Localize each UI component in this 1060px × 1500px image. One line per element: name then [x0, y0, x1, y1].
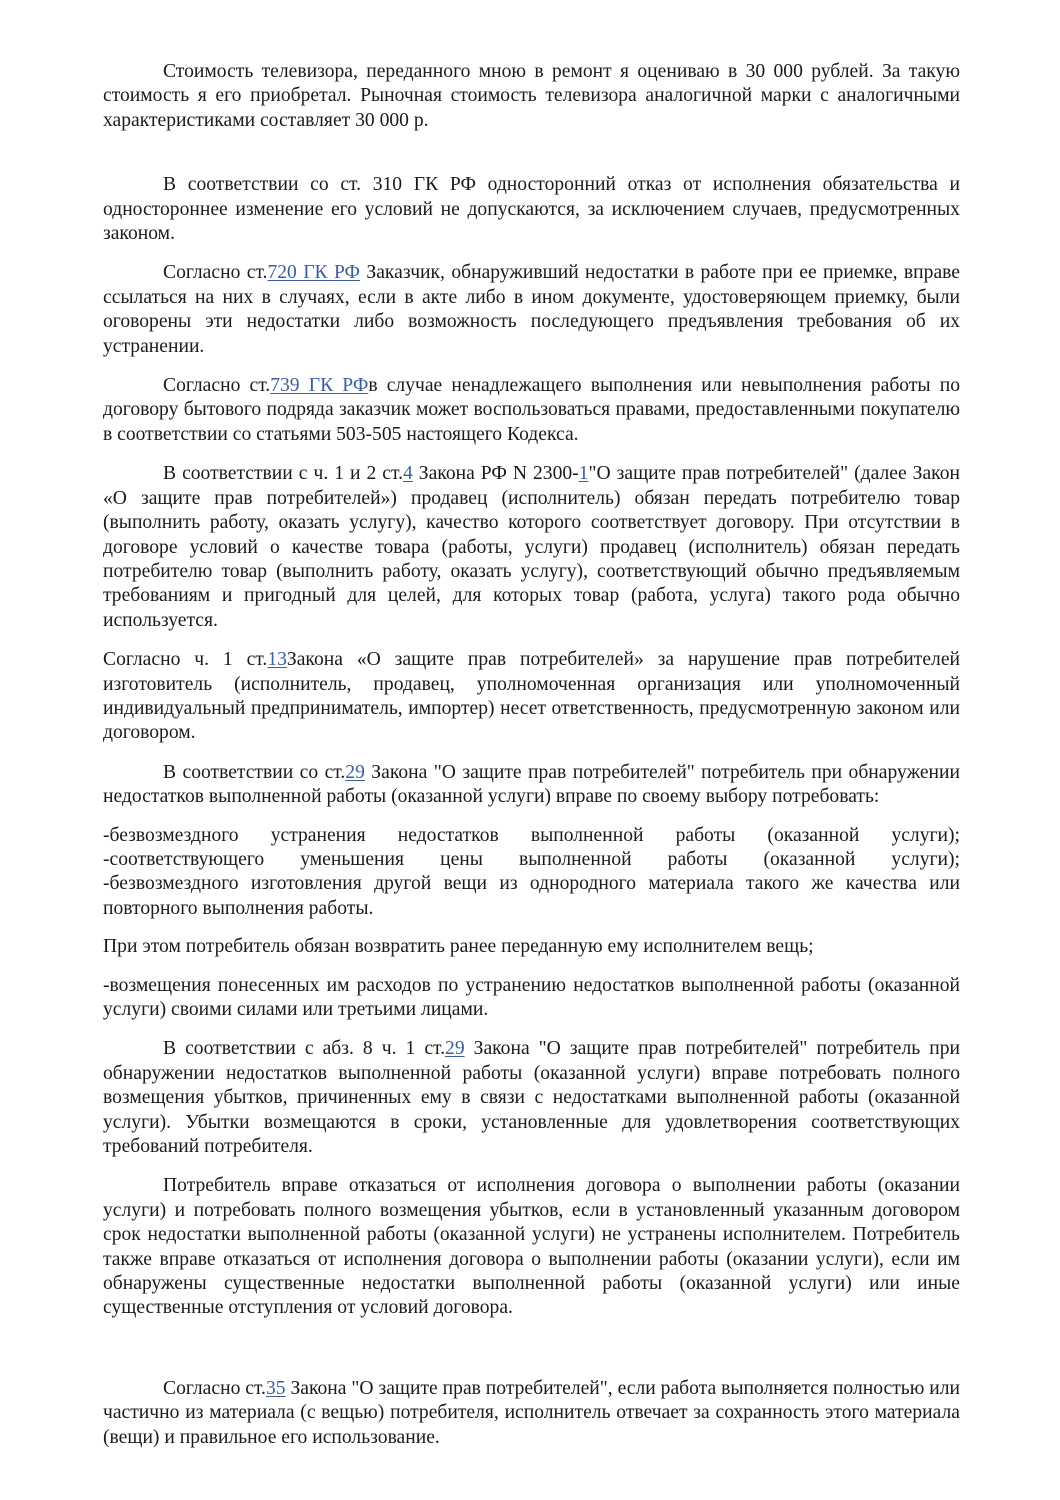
link-article-4[interactable]: 4 [402, 463, 413, 485]
list-item: -соответствующего уменьшения цены выполненной работы (оказанной услуги); [103, 848, 960, 870]
text-segment: Закона «О защите прав потребителей» за нарушение прав потребителей изготовитель (исполнитель, продавец, уполномоченная организация или уполномоченный индивидуальный предприниматель, импортер) несет ответственность, предусмотренную законом или договором. [103, 649, 961, 744]
paragraph-article-739 [103, 374, 960, 447]
paragraph-article-4 [103, 462, 960, 633]
link-law-number[interactable]: 1 [578, 463, 589, 485]
text-segment: В соответствии со ст. [163, 761, 346, 783]
text-segment: Закона "О защите прав потребителей" потребитель при обнаружении недостатков выполненной работы (оказанной услуги) вправе по своему выбору потребовать: [103, 761, 960, 808]
text-segment: В соответствии с ч. 1 и 2 ст. [163, 463, 403, 485]
text-segment: в случае ненадлежащего выполнения или невыполнения работы по договору бытового подряда заказчик может воспользоваться правами, предоставленными покупателю в соответствии со статьями 503-505 настоящего Кодекса. [103, 375, 960, 445]
paragraph-contract-refusal: Потребитель вправе отказаться от исполнения договора о выполнении работы (оказании услуги) и потребовать полного возмещения убытков, если в установленный указанным договором срок недостатки выполненной работы (оказанной услуги) не устранены исполнителем. Потребитель также вправе отказаться от исполнения договора о выполнении работы (оказании услуги), если им обнаружены существенные недостатки выполненной работы (оказанной услуги) или иные существенные отступления от условий договора. [103, 1175, 960, 1319]
paragraph-expense-compensation: -возмещения понесенных им расходов по устранению недостатков выполненной работы (оказанной услуги) своими силами или третьими лицами. [103, 974, 960, 1020]
paragraph-article-29 [103, 761, 960, 810]
paragraph-article-35 [103, 1377, 960, 1450]
text-segment: Согласно ст. [163, 1377, 266, 1399]
paragraph-article-310: В соответствии со ст. 310 ГК РФ односторонний отказ от исполнения обязательства и одностороннее изменение его условий не допускаются, за исключением случаев, предусмотренных законом. [103, 174, 960, 245]
paragraph-tv-cost: Стоимость телевизора, переданного мною в ремонт я оцениваю в 30 000 рублей. За такую стоимость я его приобретал. Рыночная стоимость телевизора аналогичной марки с аналогичными характеристиками составляет 30 000 р. [103, 61, 960, 131]
paragraph-article-720 [103, 261, 960, 359]
list-item: -безвозмездного устранения недостатков выполненной работы (оказанной услуги); [103, 824, 960, 846]
requirements-list [103, 824, 960, 922]
text-segment: В соответствии с абз. 8 ч. 1 ст. [163, 1038, 446, 1060]
paragraph-return-item: При этом потребитель обязан возвратить ранее переданную ему исполнителем вещь; [103, 936, 814, 958]
text-segment: Заказчик, обнаруживший недостатки в работе при ее приемке, вправе ссылаться на них в случаях, если в акте либо в ином документе, удостоверяющем приемку, были оговорены эти недостатки либо возможность последующего предъявления требования об их устранении. [103, 262, 960, 357]
text-segment: Согласно ч. 1 ст. [103, 649, 268, 671]
text-segment: Закона "О защите прав потребителей", если работа выполняется полностью или частично из материала (с вещью) потребителя, исполнитель отвечает за сохранность этого материала (вещи) и правильное его использование. [103, 1377, 960, 1448]
link-article-720[interactable]: 720 ГК РФ [267, 262, 361, 284]
paragraph-article-29-losses [103, 1037, 960, 1159]
text-segment: Закона "О защите прав потребителей" потребитель при обнаружении недостатков выполненной работы (оказанной услуги) вправе потребовать полного возмещения убытков, причиненных ему в связи с недостатками выполненной работы (оказанной услуги). Убытки возмещаются в сроки, установленные для удовлетворения соответствующих требований потребителя. [103, 1038, 960, 1158]
text-segment: Закона РФ N 2300- [412, 463, 579, 485]
link-article-13[interactable]: 13 [267, 649, 287, 671]
link-article-29[interactable]: 29 [345, 761, 365, 783]
text-segment: Согласно ст. [163, 262, 268, 284]
text-segment: "О защите прав потребителей" (далее Закон «О защите прав потребителей») продавец (исполнитель) обязан передать потребителю товар (выполнить работу, оказать услугу), качество которого соответствует договору. При отсутствии в договоре условий о качестве товара (работы, услуги) продавец (исполнитель) обязан передать потребителю товар (выполнить работу, оказать услугу), соответствующий обычно предъявляемым требованиям и пригодный для целей, для которых товар (работа, услуга) такого рода обычно используется. [103, 463, 960, 631]
paragraph-article-13 [103, 648, 960, 746]
list-item: -безвозмездного изготовления другой вещи из однородного материала такого же качества или повторного выполнения работы. [103, 873, 960, 919]
link-article-739[interactable]: 739 ГК РФ [270, 375, 369, 397]
link-article-35[interactable]: 35 [265, 1377, 286, 1399]
text-segment: Согласно ст. [163, 375, 271, 397]
link-article-29-losses[interactable]: 29 [445, 1038, 465, 1060]
